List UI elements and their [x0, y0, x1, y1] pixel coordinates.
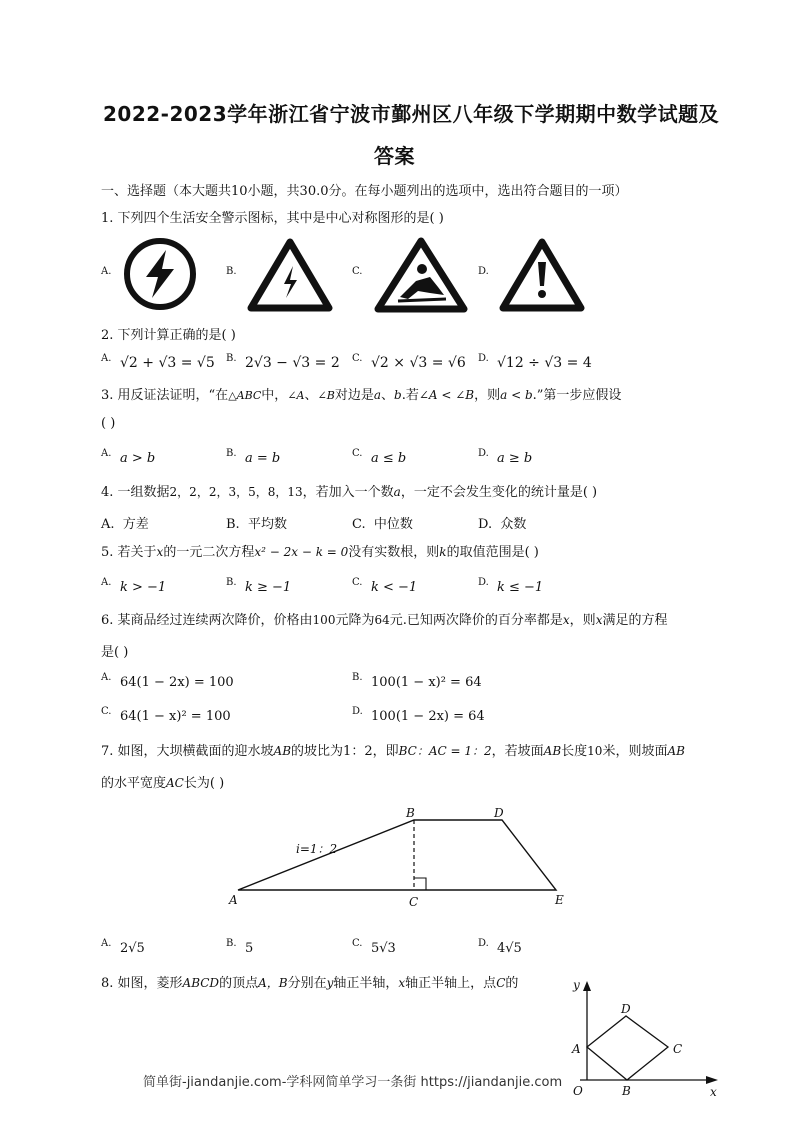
- q3-option-c: a ≤ b: [371, 451, 407, 466]
- q7-option-d: 4√5: [497, 941, 522, 956]
- section-header: 一、选择题（本大题共10小题，共30.0分。在每小题列出的选项中，选出符合题目的一项）: [101, 184, 628, 199]
- q5-option-c-label: C.: [352, 577, 363, 588]
- q8-label-o: O: [573, 1084, 583, 1098]
- q2-option-a-label: A.: [101, 353, 112, 364]
- q8-label-c: C: [673, 1042, 683, 1056]
- q2-option-d-label: D.: [478, 353, 489, 364]
- q5-stem: 5. 若关于x的一元二次方程x² − 2x − k = 0没有实数根，则k的取值范围是( ): [101, 545, 539, 560]
- q2-option-c-label: C.: [352, 353, 363, 364]
- q8-rhombus-figure: [560, 975, 725, 1100]
- q2-option-d: √12 ÷ √3 = 4: [497, 355, 592, 371]
- q6-stem-line2: 是( ): [101, 645, 129, 660]
- q3-option-c-label: C.: [352, 448, 363, 459]
- q7-label-e: E: [555, 893, 564, 907]
- q7-option-b-label: B.: [226, 938, 237, 949]
- q7-stem-line2: 的水平宽度AC长为( ): [101, 776, 225, 791]
- lightning-circle-icon: [122, 236, 198, 312]
- page-title-line1: 2022-2023学年浙江省宁波市鄞州区八年级下学期期中数学试题及: [103, 102, 720, 126]
- q1-option-b-label: B.: [226, 266, 237, 277]
- exclamation-warning-icon: [499, 238, 585, 312]
- q7-label-c: C: [409, 895, 419, 909]
- q7-slope-label: i=1：2: [296, 842, 338, 856]
- q6-option-c: 64(1 − x)² = 100: [120, 709, 231, 724]
- q7-option-d-label: D.: [478, 938, 489, 949]
- right-angle-mark: [414, 878, 426, 890]
- q8-stem: 8. 如图，菱形ABCD的顶点A，B分别在y轴正半轴，x轴正半轴上，点C的: [101, 976, 519, 991]
- q2-option-b: 2√3 − √3 = 2: [245, 355, 340, 371]
- q5-option-a-label: A.: [101, 577, 112, 588]
- q5-option-b-label: B.: [226, 577, 237, 588]
- q5-option-a: k > −1: [120, 580, 167, 595]
- q3-stem: 3. 用反证法证明，“在△ABC中，∠A、∠B对边是a、b.若∠A < ∠B，则a < b.”第一步应假设: [101, 388, 622, 403]
- page-title-line2: 答案: [374, 144, 415, 168]
- q6-option-a-label: A.: [101, 672, 112, 683]
- q7-label-a: A: [229, 893, 238, 907]
- q2-option-b-label: B.: [226, 353, 237, 364]
- q7-option-a-label: A.: [101, 938, 112, 949]
- q4-option-d: D. 众数: [478, 517, 527, 532]
- dam-cross-section: [238, 820, 556, 890]
- q8-label-a: A: [572, 1042, 581, 1056]
- q8-label-x: x: [710, 1085, 717, 1099]
- q7-label-d: D: [494, 806, 504, 820]
- q7-option-c-label: C.: [352, 938, 363, 949]
- q8-label-d: D: [621, 1002, 631, 1016]
- q4-option-c: C. 中位数: [352, 517, 413, 532]
- q6-option-d: 100(1 − 2x) = 64: [371, 709, 485, 724]
- q3-paren: ( ): [101, 416, 116, 431]
- q5-option-d: k ≤ −1: [497, 580, 544, 595]
- q8-label-b: B: [622, 1084, 631, 1098]
- slip-warning-icon: [374, 237, 468, 313]
- q5-option-d-label: D.: [478, 577, 489, 588]
- q3-option-b-label: B.: [226, 448, 237, 459]
- q6-option-d-label: D.: [352, 706, 363, 717]
- q7-option-b: 5: [245, 941, 254, 956]
- q6-option-b-label: B.: [352, 672, 363, 683]
- q6-option-c-label: C.: [101, 706, 112, 717]
- q1-option-c-label: C.: [352, 266, 363, 277]
- q5-option-c: k < −1: [371, 580, 418, 595]
- q3-option-d: a ≥ b: [497, 451, 533, 466]
- x-axis-arrow: [706, 1076, 718, 1084]
- q8-label-y: y: [573, 978, 580, 992]
- q3-option-a: a > b: [120, 451, 156, 466]
- q1-option-d-label: D.: [478, 266, 489, 277]
- q7-option-c: 5√3: [371, 941, 396, 956]
- q4-option-a: A. 方差: [101, 517, 149, 532]
- q5-option-b: k ≥ −1: [245, 580, 292, 595]
- q3-option-d-label: D.: [478, 448, 489, 459]
- y-axis-arrow: [583, 981, 591, 991]
- q2-option-a: √2 + √3 = √5: [120, 355, 215, 371]
- q6-option-b: 100(1 − x)² = 64: [371, 675, 482, 690]
- q3-option-b: a = b: [245, 451, 281, 466]
- q7-dam-figure: [225, 800, 575, 915]
- q7-label-b: B: [406, 806, 415, 820]
- q3-option-a-label: A.: [101, 448, 112, 459]
- q4-stem: 4. 一组数据2，2，2，3，5，8，13，若加入一个数a，一定不会发生变化的统计量是( ): [101, 485, 598, 500]
- q7-stem: 7. 如图，大坝横截面的迎水坡AB的坡比为1：2，即BC：AC = 1：2，若坡面AB长度10米，则坡面AB: [101, 744, 685, 759]
- electric-warning-icon: [247, 238, 333, 312]
- q6-option-a: 64(1 − 2x) = 100: [120, 675, 234, 690]
- rhombus-abcd: [587, 1016, 668, 1080]
- q6-stem: 6. 某商品经过连续两次降价，价格由100元降为64元.已知两次降价的百分率都是x，则x满足的方程: [101, 613, 668, 628]
- q1-option-a-label: A.: [101, 266, 112, 277]
- q2-option-c: √2 × √3 = √6: [371, 355, 466, 371]
- footer-watermark: 简单街-jiandanjie.com-学科网简单学习一条街 https://jiandanjie.com: [143, 1075, 563, 1090]
- q7-option-a: 2√5: [120, 941, 145, 956]
- q1-stem: 1. 下列四个生活安全警示图标，其中是中心对称图形的是( ): [101, 211, 444, 226]
- q4-option-b: B. 平均数: [226, 517, 287, 532]
- q2-stem: 2. 下列计算正确的是( ): [101, 328, 236, 343]
